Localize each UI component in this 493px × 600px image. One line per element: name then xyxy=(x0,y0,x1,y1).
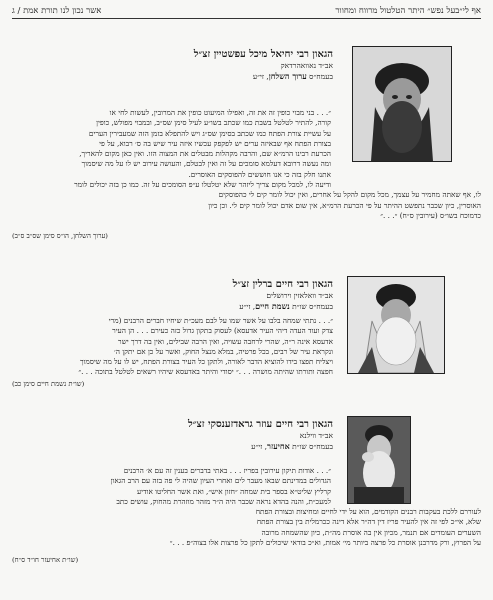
book-title: נשמת חיים xyxy=(255,301,290,311)
book-prefix: בעמח״ס שו״ת xyxy=(292,302,333,311)
book-suffix: , זי״ע xyxy=(252,72,269,81)
source-citation-3: (שו״ת אחיעזר חו״ד ס״ח) xyxy=(12,556,79,564)
quote-line: שלא, אי״כ לפי זה אין להעיר פריז דין דה״ר אלא דינה ככרמלית בין בצורת הפתח xyxy=(256,517,481,527)
quote-line: חפצה ותורתו שהיתה מושרה . . .״ יסודי והיתר באדעסא שיהיו רשאים לטלטל בתוכה . . .״ xyxy=(78,367,333,377)
quote-line: ודיעה לו, למכל מקום צריך ליזהר שלא יטלטלו ע״פ הסומכים על זה. כמו כן בזה יכולים לומר xyxy=(74,180,331,190)
author-position: אב״ד וואלאזין וירושלים xyxy=(266,291,333,300)
book-line xyxy=(133,441,333,452)
honorific: הגאון רבי xyxy=(296,49,333,60)
author-block-1 xyxy=(133,48,333,82)
portrait-photo-2 xyxy=(347,276,445,374)
author-block-2 xyxy=(133,278,333,312)
author-position: אב״ד נאוואהרדאק xyxy=(280,61,333,70)
source-citation-2: (שו״ת נשמת חיים סימן כב) xyxy=(12,380,85,388)
quote-line: הכרעת רבינו הרמ״א שם, והרבה מקהלות מבטלים את המצוה הזו. ואין כאן מקום להאריך, xyxy=(79,149,331,159)
author-name-line xyxy=(133,48,333,61)
quote-line: אדעסא אינה ר״ה, שהרי לרחבה עשויה, ואין הרבה שבילים, ואין בה דרך ישר xyxy=(118,336,333,346)
quote-line: כדמוכח בשו״ס (עירובין ס״ח) ״. . .״ xyxy=(380,210,481,220)
quote-line: ויצליח תפצו בידו להוציא הדבר לאורה, ולתקן כל העיר בצורת הפתח, יש לו על מה שיסמוך xyxy=(79,357,333,367)
quote-line: ומה נעשה דרובא דעלמא סומכים על זה ואין לבטלם, והעושה עירוב יש לו על מה שיסמוך xyxy=(81,159,331,169)
quote-block-2 xyxy=(12,316,333,378)
quote-line: קורה, להתיר לטלטל בשבת כמו שכתב בשו״ע לעיל סימן שס״ב, ובמבוי מפולש, כופין xyxy=(96,118,331,128)
source-citation-1: (ערוך השלחן, הו״ס סימן שס״ב ס״ב) xyxy=(12,232,108,240)
name-suffix: זצ״ל xyxy=(188,419,205,430)
portrait-image xyxy=(348,277,444,373)
quote-block-1 xyxy=(12,108,481,221)
quote-line: לו, אף שאתה מחמיר על עצמך, מכל מקום להקל על אחרים, ואין יכול לומר קים לי כהפוסקים xyxy=(218,190,481,200)
quote-line: ״. . . אודות תיקון עירובין בפריז . . . באתי בדברים בענין זה עם א׳ הרבנים xyxy=(123,466,331,475)
author-position: אב״ד ווילנא xyxy=(299,431,333,440)
header-title: אף לי״בעל נפש״ היתר הטלטול מרווח ומחוור xyxy=(335,6,481,16)
book-suffix: , זי״ע xyxy=(251,442,268,451)
quote-line: למעכ״ת, והנה בהדא נראה שכבר היה ה״ר מזהר מוזהרת מהחוק, עושים כתב xyxy=(116,496,331,506)
quote-line: ״. . . נתתי שמחה בלבו על אשר שמו על לבם מעכ״ת שיחיו חברים הרבנים (מרי xyxy=(108,316,333,325)
quote-block-3 xyxy=(12,466,481,548)
quote-line: האוסרין, כיון שכבר נתפשט ההיתר על פי הכרעת הרמ״א, אין שום אדם יכול לומר קים לי. וכן כיון xyxy=(208,200,481,210)
running-header xyxy=(12,4,481,19)
quote-line: הגדולים במדינתם שבאו מעבר לים ואחרי העיון שהיה לי פה בזה עם הרב הגאון xyxy=(110,476,331,486)
honorific: הגאון רבי xyxy=(296,419,333,430)
quote-line: על הפרוץ, ורק מדרבנן אוסרת כל פרצה ביותר מי׳ אמות, וא״כ בודאי שיכולים לתקן כל פרצות אלו בצוה״פ . . .״ xyxy=(169,538,481,548)
name-suffix: זצ״ל xyxy=(232,279,250,290)
name-suffix: זצ״ל xyxy=(193,49,211,60)
quote-line: בצורת הפתח אף שבאיזה ערים יש לפקפק עכשיו איזה עיר שיש בה ס׳ רבוא, על פי xyxy=(99,138,331,148)
quote-line: אתנו חלק בזה כי אנו חוששים להפוסקים האוסרים. xyxy=(188,169,331,179)
honorific: הגאון רבי xyxy=(296,279,333,290)
author-name: יחיאל מיכל עפשטיין xyxy=(213,49,294,60)
quote-line: צדק ועוד העדה דיהי העיר אדעסא) לעסוק בתקון גדול כזה כעירם . . . הן העיר xyxy=(112,326,333,336)
quote-line: לעוררם ללכת בעקבות רבנים הקודמים, הוא על ידי לחיים ומחיצות ובצורת הפתח xyxy=(255,507,481,517)
author-name: חיים עוזר גראדזענסקי xyxy=(208,419,294,430)
author-block-3 xyxy=(133,418,333,452)
author-name-line xyxy=(133,278,333,291)
author-name-line xyxy=(133,418,333,431)
book-title: ערוך השלחן xyxy=(268,71,307,81)
book-suffix: , זי״ע xyxy=(239,302,256,311)
book-prefix: בעמח״ס xyxy=(309,72,333,81)
header-page-number: אשר נכון לנו תורת אמת / ג xyxy=(12,6,102,16)
quote-line: על עשיית צורת הפתח כמו שכתב בסימן שס״ג ויש להתפלא בזמן הזה שמעבירין הערים xyxy=(88,128,331,138)
author-name: חיים ברלין xyxy=(252,279,294,290)
quote-line: ונקראת עיר של רבים, בכל פרטיה, במלא מנצל החוק, ואשר על כן אם יתקן ה׳ xyxy=(114,346,333,356)
quote-line: השערים העומדים אם תנמר, מכיון אין בה אוסרת מה״ת, כיון שהשמחה מרובה xyxy=(261,527,481,537)
book-line xyxy=(133,301,333,312)
book-line xyxy=(133,71,333,82)
quote-line: ״. . . בני מבוי כופין זה את זה, ואפילו המיעוט כופין את המרובין, לעשות לחי או xyxy=(109,108,331,117)
book-prefix: בעמח״ס שו״ת xyxy=(292,442,333,451)
quote-line: קרליץ שליט״א בספר בית שמחה ״חזון איש״, ואת אשר החליטו אודיע xyxy=(137,486,331,496)
book-title: אחיעזר xyxy=(267,441,290,451)
